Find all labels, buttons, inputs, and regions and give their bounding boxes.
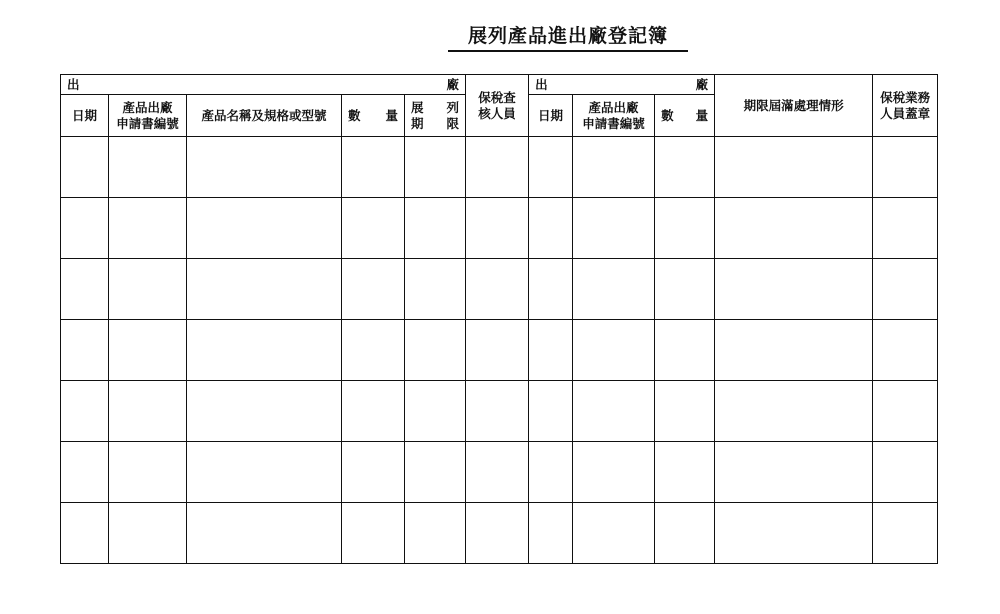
col-date: 日期	[61, 95, 109, 137]
table-cell[interactable]	[466, 320, 529, 381]
table-cell[interactable]	[655, 503, 715, 564]
col-handling: 期限屆滿處理情形	[715, 75, 873, 137]
table-cell[interactable]	[466, 137, 529, 198]
table-cell[interactable]	[342, 320, 405, 381]
table-cell[interactable]	[529, 137, 573, 198]
col-qty-2: 數 量	[655, 95, 715, 137]
table-row	[61, 503, 938, 564]
table-cell[interactable]	[187, 259, 342, 320]
table-cell[interactable]	[342, 381, 405, 442]
table-cell[interactable]	[655, 198, 715, 259]
col-app-no-2: 產品出廠 申請書編號	[573, 95, 655, 137]
page-title: 展列產品進出廠登記簿	[448, 24, 688, 52]
table-cell[interactable]	[61, 442, 109, 503]
table-cell[interactable]	[405, 137, 466, 198]
table-cell[interactable]	[873, 381, 938, 442]
table-cell[interactable]	[109, 137, 187, 198]
table-cell[interactable]	[715, 137, 873, 198]
col-app-no: 產品出廠 申請書編號	[109, 95, 187, 137]
table-cell[interactable]	[109, 503, 187, 564]
table-cell[interactable]	[61, 259, 109, 320]
table-cell[interactable]	[342, 442, 405, 503]
table-cell[interactable]	[342, 198, 405, 259]
table-cell[interactable]	[655, 320, 715, 381]
table-cell[interactable]	[405, 381, 466, 442]
table-cell[interactable]	[715, 381, 873, 442]
table-cell[interactable]	[187, 320, 342, 381]
table-cell[interactable]	[655, 381, 715, 442]
table-cell[interactable]	[109, 442, 187, 503]
table-cell[interactable]	[715, 320, 873, 381]
table-cell[interactable]	[405, 320, 466, 381]
table-cell[interactable]	[529, 198, 573, 259]
table-cell[interactable]	[873, 442, 938, 503]
col-qty: 數 量	[342, 95, 405, 137]
col-product: 產品名稱及規格或型號	[187, 95, 342, 137]
table-cell[interactable]	[109, 198, 187, 259]
table-cell[interactable]	[466, 381, 529, 442]
group-header-in: 出 廠	[529, 75, 715, 95]
table-cell[interactable]	[342, 137, 405, 198]
table-cell[interactable]	[187, 381, 342, 442]
table-cell[interactable]	[466, 198, 529, 259]
table-row	[61, 320, 938, 381]
table-cell[interactable]	[873, 503, 938, 564]
table-cell[interactable]	[187, 137, 342, 198]
register-table	[60, 74, 938, 564]
table-cell[interactable]	[466, 503, 529, 564]
table-cell[interactable]	[405, 442, 466, 503]
table-cell[interactable]	[187, 442, 342, 503]
table-cell[interactable]	[529, 503, 573, 564]
table-cell[interactable]	[873, 198, 938, 259]
table-cell[interactable]	[61, 198, 109, 259]
col-date-2: 日期	[529, 95, 573, 137]
table-cell[interactable]	[342, 503, 405, 564]
table-cell[interactable]	[873, 137, 938, 198]
table-cell[interactable]	[573, 198, 655, 259]
table-cell[interactable]	[405, 503, 466, 564]
table-cell[interactable]	[715, 503, 873, 564]
table-cell[interactable]	[715, 198, 873, 259]
table-cell[interactable]	[529, 381, 573, 442]
header-row-top	[61, 75, 938, 95]
col-stamp: 保稅業務 人員蓋章	[873, 75, 938, 137]
table-cell[interactable]	[109, 320, 187, 381]
table-cell[interactable]	[655, 442, 715, 503]
table-cell[interactable]	[573, 320, 655, 381]
table-cell[interactable]	[61, 320, 109, 381]
table-cell[interactable]	[61, 381, 109, 442]
table-cell[interactable]	[342, 259, 405, 320]
table-cell[interactable]	[573, 137, 655, 198]
table-cell[interactable]	[529, 442, 573, 503]
table-row	[61, 259, 938, 320]
table-cell[interactable]	[715, 259, 873, 320]
table-row	[61, 381, 938, 442]
table-cell[interactable]	[109, 381, 187, 442]
table-cell[interactable]	[109, 259, 187, 320]
table-cell[interactable]	[573, 442, 655, 503]
table-cell[interactable]	[573, 503, 655, 564]
table-cell[interactable]	[466, 442, 529, 503]
table-cell[interactable]	[61, 137, 109, 198]
table-cell[interactable]	[466, 259, 529, 320]
col-period: 展 列 期 限	[405, 95, 466, 137]
table-cell[interactable]	[715, 442, 873, 503]
table-row	[61, 198, 938, 259]
table-cell[interactable]	[873, 259, 938, 320]
table-row	[61, 442, 938, 503]
table-cell[interactable]	[573, 381, 655, 442]
table-cell[interactable]	[405, 198, 466, 259]
table-cell[interactable]	[187, 198, 342, 259]
table-cell[interactable]	[655, 137, 715, 198]
table-cell[interactable]	[529, 259, 573, 320]
table-cell[interactable]	[873, 320, 938, 381]
table-cell[interactable]	[573, 259, 655, 320]
table-cell[interactable]	[405, 259, 466, 320]
table-row	[61, 137, 938, 198]
register-body	[61, 137, 938, 564]
col-inspector: 保稅查 核人員	[466, 75, 529, 137]
table-cell[interactable]	[61, 503, 109, 564]
table-cell[interactable]	[187, 503, 342, 564]
group-header-out: 出 廠	[61, 75, 466, 95]
table-cell[interactable]	[655, 259, 715, 320]
table-cell[interactable]	[529, 320, 573, 381]
